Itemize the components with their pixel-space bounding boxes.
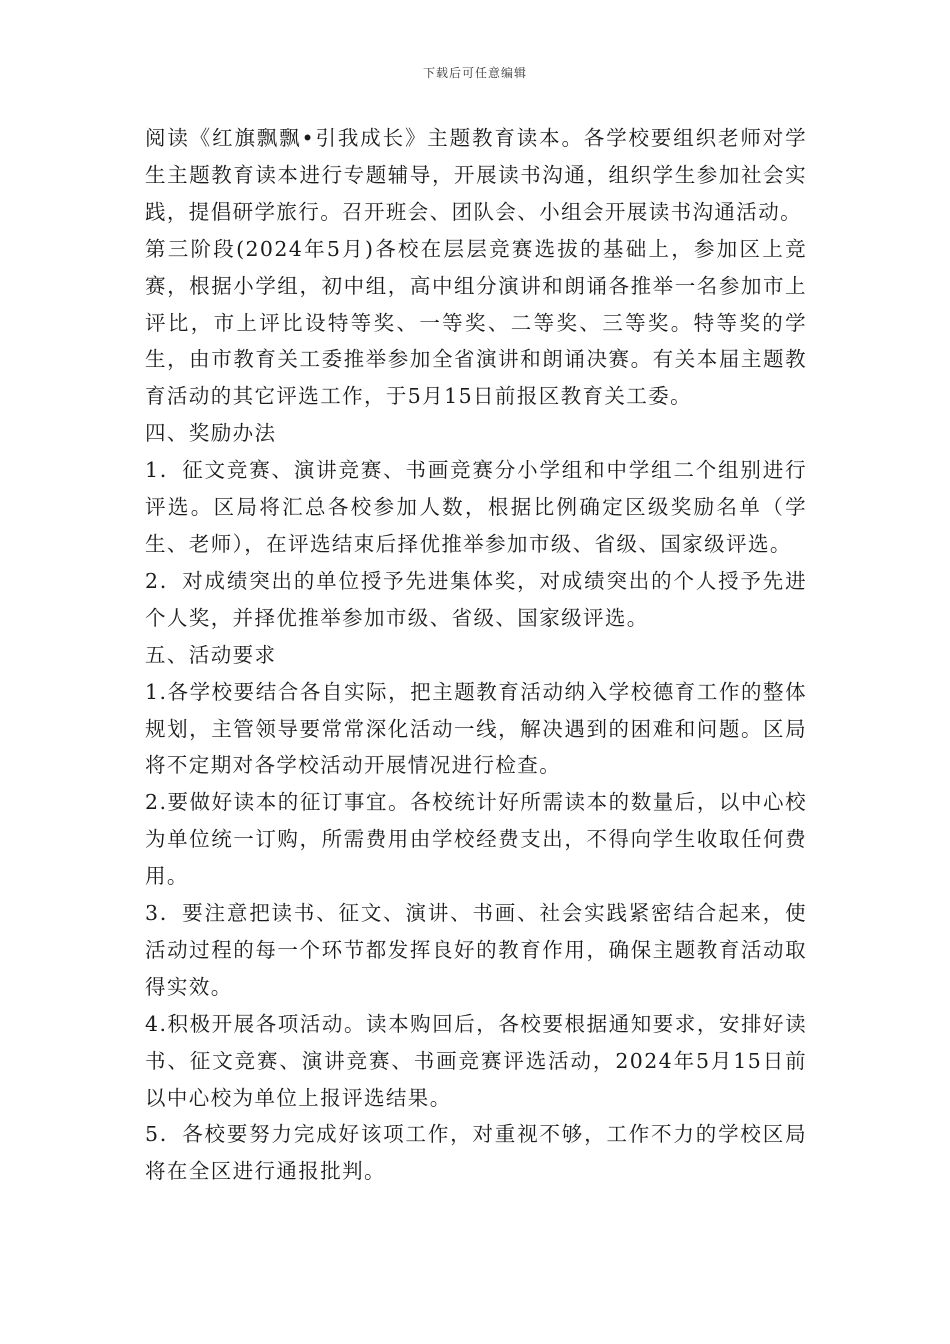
paragraph-reward-2: 2．对成绩突出的单位授予先进集体奖，对成绩突出的个人授予先进个人奖，并择优推举参加市级、省级、国家级评选。 [145,568,807,630]
paragraph-requirement-2: 2.要做好读本的征订事宜。各校统计好所需读本的数量后，以中心校为单位统一订购，所需费用由学校经费支出，不得向学生收取任何费用。 [145,790,807,889]
page-header: 下载后可任意编辑 [422,66,527,80]
paragraph-requirement-4: 4.积极开展各项活动。读本购回后，各校要根据通知要求，安排好读书、征文竞赛、演讲竞赛、书画竞赛评选活动，2024年5月15日前以中心校为单位上报评选结果。 [145,1011,807,1110]
paragraph-reading-activity: 阅读《红旗飘飘•引我成长》主题教育读本。各学校要组织老师对学生主题教育读本进行专题辅导，开展读书沟通，组织学生参加社会实践，提倡研学旅行。召开班会、团队会、小组会开展读书沟通活动。 [145,126,807,224]
section-heading-rewards: 四、奖励办法 [145,421,277,446]
section-heading-requirements: 五、活动要求 [145,642,277,667]
paragraph-reward-1: 1．征文竞赛、演讲竞赛、书画竞赛分小学组和中学组二个组别进行评选。区局将汇总各校参加人数，根据比例确定区级奖励名单（学生、老师），在评选结束后择优推举参加市级、省级、国家级评选。 [145,458,807,556]
paragraph-requirement-1: 1.各学校要结合各自实际，把主题教育活动纳入学校德育工作的整体规划，主管领导要常常深化活动一线，解决遇到的困难和问题。区局将不定期对各学校活动开展情况进行检查。 [145,679,807,778]
paragraph-requirement-5: 5．各校要努力完成好该项工作，对重视不够，工作不力的学校区局将在全区进行通报批判。 [145,1122,807,1184]
paragraph-requirement-3: 3．要注意把读书、征文、演讲、书画、社会实践紧密结合起来，使活动过程的每一个环节都发挥良好的教育作用，确保主题教育活动取得实效。 [145,901,807,999]
document-body [145,120,807,1190]
paragraph-phase-three: 第三阶段(2024年5月)各校在层层竞赛选拔的基础上，参加区上竞赛，根据小学组，初中组，高中组分演讲和朗诵各推举一名参加市上评比，市上评比设特等奖、一等奖、二等奖、三等奖。特等奖的学生，由市教育关工委推举参加全省演讲和朗诵决赛。有关本届主题教育活动的其它评选工作，于5月15日前报区教育关工委。 [145,236,807,409]
